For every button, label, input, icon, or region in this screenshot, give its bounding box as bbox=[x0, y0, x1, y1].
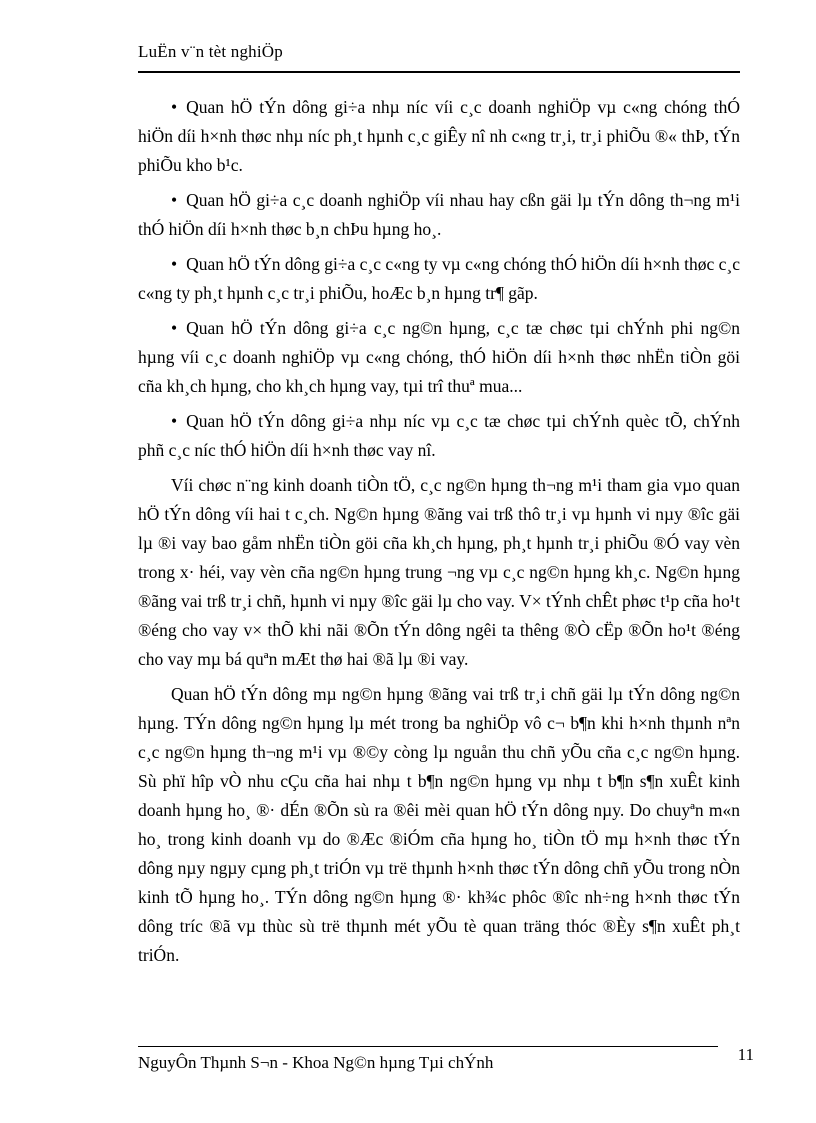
header-title: LuËn v¨n tèt nghiÖp bbox=[138, 42, 283, 61]
document-body bbox=[138, 93, 740, 976]
bullet-icon: • bbox=[171, 318, 178, 338]
paragraph-text: Quan hÖ tÝn dông mµ ng©n hµng ®ãng vai trß tr¸i chñ gäi lµ tÝn dông ng©n hµng. TÝn dông ng©n hµng lµ mét trong ba nghiÖp vô c¬ b¶n khi h×nh thµnh nªn c¸c ng©n hµng th¬ng m¹i vµ ®©y còng lµ nguån thu chñ yÕu cña c¸c ng©n hµng. Sù phï hîp vÒ nhu cÇu cña hai nhµ t b¶n ng©n hµng vµ nhµ t b¶n s¶n xuÊt kinh doanh hµng ho¸ ®· dÉn ®Õn sù ra ®êi mèi quan hÖ tÝn dông nµy. Do chuyªn m«n ho¸ trong kinh doanh vµ do ®Æc ®iÓm cña hµng ho¸ tiÒn tÖ mµ h×nh thøc tÝn dông nµy ngµy cµng ph¸t triÓn vµ trë thµnh h×nh thøc tÝn dông chñ yÕu trong nÒn kinh tÕ hµng ho¸. TÝn dông ng©n hµng ®· kh¾c phôc ®îc nh÷ng h×nh thøc tÝn dông tríc ®ã vµ thùc sù trë thµnh mét yÕu tè quan träng thóc ®Èy s¶n xuÊt ph¸t triÓn. bbox=[138, 684, 740, 965]
bullet-paragraph bbox=[138, 186, 740, 244]
header-rule bbox=[138, 71, 740, 73]
bullet-paragraph bbox=[138, 93, 740, 180]
footer-row bbox=[138, 1047, 754, 1073]
paragraph-text: Víi chøc n¨ng kinh doanh tiÒn tÖ, c¸c ng©n hµng th¬ng m¹i tham gia vµo quan hÖ tÝn dông víi hai t c¸ch. Ng©n hµng ®ãng vai trß thô tr¸i vµ hµnh vi nµy ®îc gäi lµ ®i vay bao gåm nhËn tiÒn göi cña kh¸ch hµng, ph¸t hµnh tr¸i phiÕu ®Ó vay vèn trong x· héi, vay vèn cña ng©n hµng trung ¬ng vµ c¸c ng©n hµng kh¸c. Ng©n hµng ®ãng vai trß tr¸i chñ, hµnh vi nµy ®îc gäi lµ cho vay. V× tÝnh chÊt phøc t¹p cña ho¹t ®éng cho vay v× thÕ khi nãi ®Õn tÝn dông ngêi ta thêng ®Ò cËp ®Õn ho¹t ®éng cho vay mµ bá quªn mÆt thø hai ®ã lµ ®i vay. bbox=[138, 475, 740, 669]
paragraph-text: Quan hÖ tÝn dông gi÷a nhµ níc vµ c¸c tæ chøc tµi chÝnh quèc tÕ, chÝnh phñ c¸c níc thÓ hiÖn díi h×nh thøc vay nî. bbox=[138, 411, 740, 460]
paragraph-text: Quan hÖ tÝn dông gi÷a nhµ níc víi c¸c doanh nghiÖp vµ c«ng chóng thÓ hiÖn díi h×nh thøc nhµ níc ph¸t hµnh c¸c giÊy nî nh c«ng tr¸i, tr¸i phiÕu ®« thÞ, tÝn phiÕu kho b¹c. bbox=[138, 97, 740, 175]
page-footer bbox=[138, 1046, 754, 1073]
paragraph-text: Quan hÖ tÝn dông gi÷a c¸c ng©n hµng, c¸c tæ chøc tµi chÝnh phi ng©n hµng víi c¸c doanh nghiÖp vµ c«ng chóng, thÓ hiÖn díi h×nh thøc nhËn tiÒn göi cña kh¸ch hµng, cho kh¸ch hµng vay, tµi trî thuª mua... bbox=[138, 318, 740, 396]
bullet-paragraph bbox=[138, 314, 740, 401]
body-paragraph bbox=[138, 680, 740, 970]
footer-author: NguyÔn Thµnh S¬n - Khoa Ng©n hµng Tµi chÝnh bbox=[138, 1053, 494, 1072]
bullet-icon: • bbox=[171, 411, 178, 431]
bullet-paragraph bbox=[138, 407, 740, 465]
bullet-icon: • bbox=[171, 190, 178, 210]
page-number: 11 bbox=[737, 1045, 754, 1064]
body-paragraph bbox=[138, 471, 740, 674]
bullet-icon: • bbox=[171, 254, 178, 274]
paragraph-text: Quan hÖ tÝn dông gi÷a c¸c c«ng ty vµ c«ng chóng thÓ hiÖn díi h×nh thøc c¸c c«ng ty ph¸t hµnh c¸c tr¸i phiÕu, hoÆc b¸n hµng tr¶ gãp. bbox=[138, 254, 740, 303]
paragraph-text: Quan hÖ gi÷a c¸c doanh nghiÖp víi nhau hay cßn gäi lµ tÝn dông th¬ng m¹i thÓ hiÖn díi h×nh thøc b¸n chÞu hµng ho¸. bbox=[138, 190, 740, 239]
page-header bbox=[138, 42, 740, 73]
bullet-icon: • bbox=[171, 97, 178, 117]
bullet-paragraph bbox=[138, 250, 740, 308]
